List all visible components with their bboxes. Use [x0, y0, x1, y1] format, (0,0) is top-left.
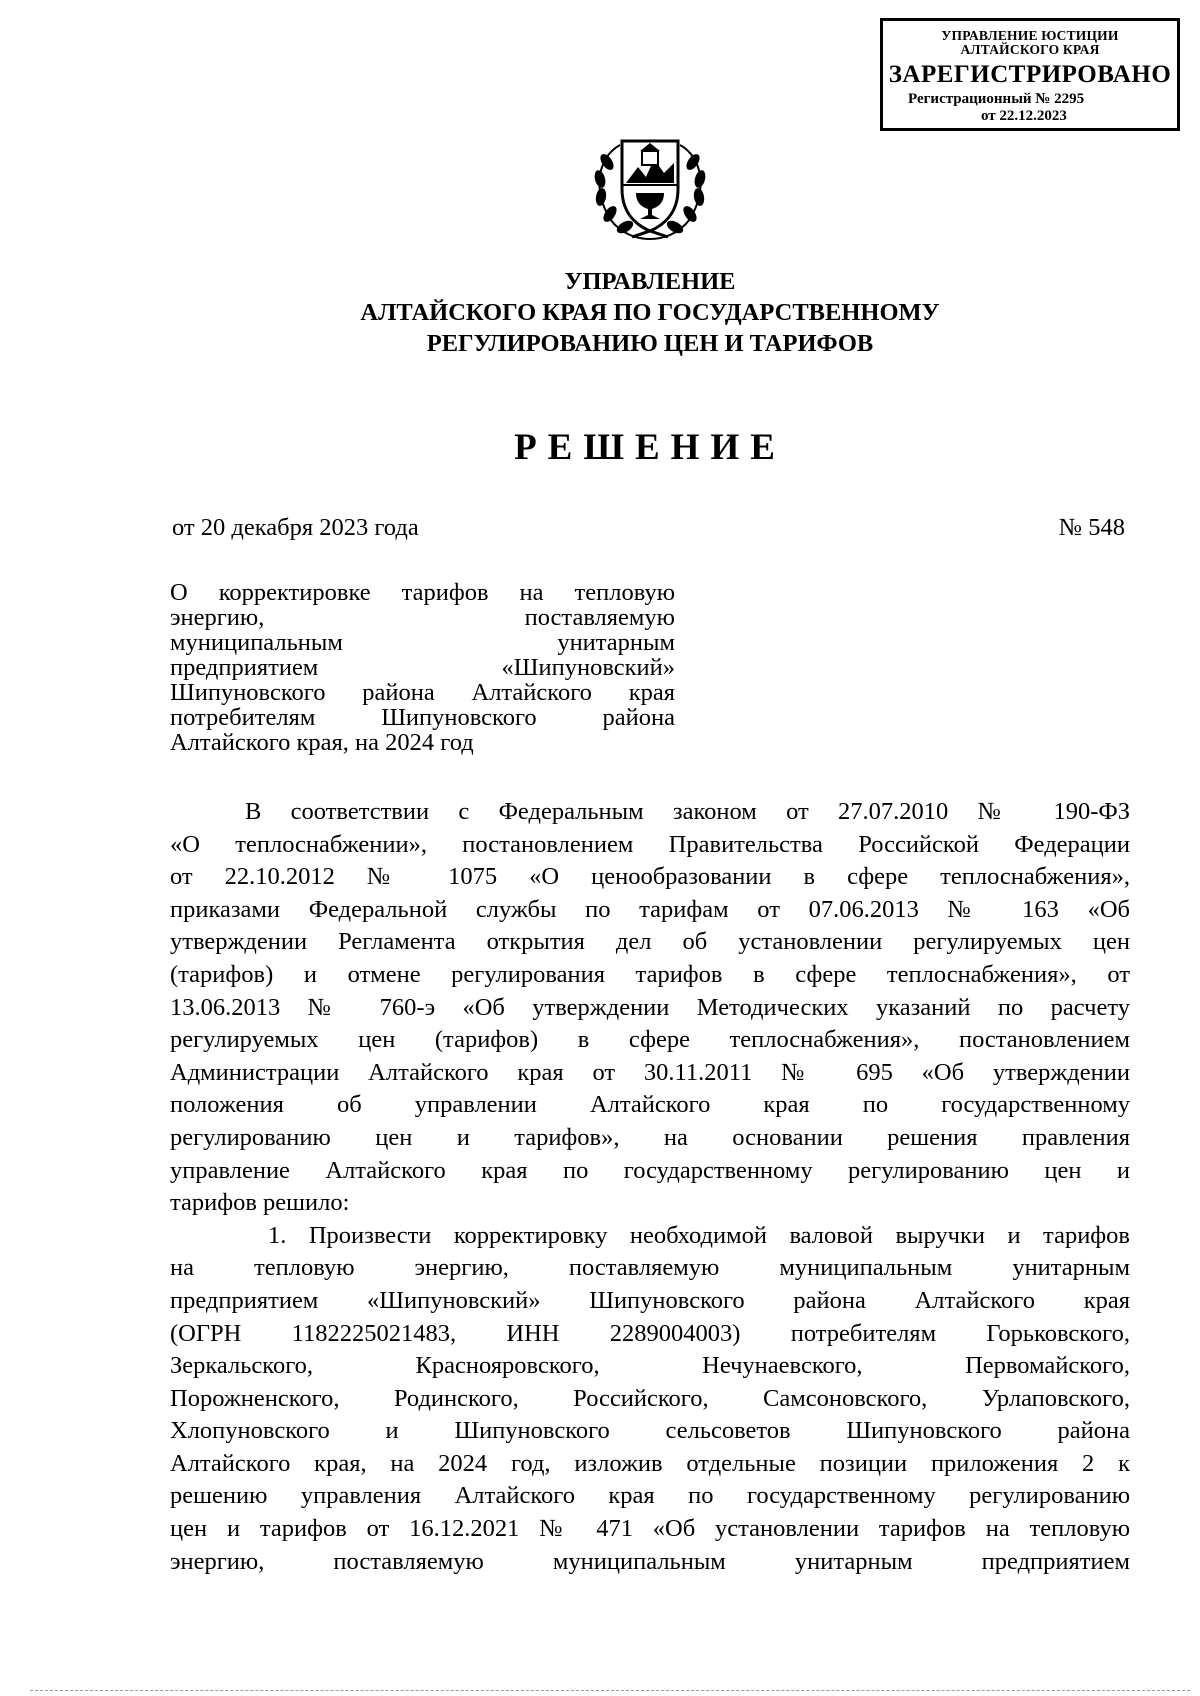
- authority-header-line3: РЕГУЛИРОВАНИЮ ЦЕН И ТАРИФОВ: [426, 330, 874, 357]
- subject-line: энергию, поставляемую: [170, 604, 675, 631]
- document-body: [170, 796, 1130, 1578]
- stamp-reg-date: от 22.12.2023: [981, 108, 1067, 124]
- body-line: Зеркальского, Краснояровского, Нечунаевского, Первомайского,: [170, 1352, 1130, 1380]
- subject-line: потребителям Шипуновского района: [170, 704, 675, 731]
- body-line: (ОГРН 1182225021483, ИНН 2289004003) потребителям Горьковского,: [170, 1319, 1130, 1347]
- document-date: от 20 декабря 2023 года: [172, 514, 419, 541]
- body-line: «О теплоснабжении», постановлением Правительства Российской Федерации: [170, 830, 1130, 858]
- body-line: от 22.10.2012 № 1075 «О ценообразовании в сфере теплоснабжения»,: [170, 863, 1130, 891]
- body-line: Хлопуновского и Шипуновского сельсоветов Шипуновского района: [170, 1417, 1130, 1445]
- stamp-dept-line2: АЛТАЙСКОГО КРАЯ: [960, 42, 1100, 57]
- document-title: РЕШЕНИЕ: [514, 427, 786, 468]
- body-line: 1. Произвести корректировку необходимой валовой выручки и тарифов: [268, 1221, 1130, 1249]
- stamp-status: ЗАРЕГИСТРИРОВАНО: [888, 61, 1172, 88]
- authority-header-line2: АЛТАЙСКОГО КРАЯ ПО ГОСУДАРСТВЕННОМУ: [360, 299, 940, 326]
- body-line: Администрации Алтайского края от 30.11.2011 № 695 «Об утверждении: [170, 1058, 1130, 1086]
- authority-header-line1: УПРАВЛЕНИЕ: [564, 268, 736, 295]
- body-line: утверждении Регламента открытия дел об установлении регулируемых цен: [170, 928, 1130, 956]
- body-line: приказами Федеральной службы по тарифам от 07.06.2013 № 163 «Об: [170, 895, 1130, 923]
- body-line: на тепловую энергию, поставляемую муниципальным унитарным: [170, 1254, 1130, 1282]
- subject-line: О корректировке тарифов на тепловую: [170, 579, 675, 606]
- stamp-department: [883, 29, 1177, 57]
- stamp-reg-number: Регистрационный № 2295: [908, 91, 1085, 107]
- body-line: тарифов решило:: [170, 1189, 350, 1217]
- altai-coat-of-arms-icon: [580, 127, 720, 245]
- subject-line: Шипуновского района Алтайского края: [170, 679, 675, 706]
- body-line: Алтайского края, на 2024 год, изложив отдельные позиции приложения 2 к: [170, 1449, 1130, 1477]
- subject-line: предприятием «Шипуновский»: [170, 654, 675, 681]
- document-subject: [170, 580, 675, 755]
- body-line: предприятием «Шипуновский» Шипуновского района Алтайского края: [170, 1286, 1130, 1314]
- document-number: № 548: [1058, 514, 1125, 541]
- registration-stamp: [880, 18, 1180, 131]
- body-line: В соответствии с Федеральным законом от 27.07.2010 № 190-ФЗ: [245, 798, 1130, 825]
- body-line: регулируемых цен (тарифов) в сфере теплоснабжения», постановлением: [170, 1026, 1130, 1054]
- body-line: решению управления Алтайского края по государственному регулированию: [170, 1482, 1130, 1510]
- body-line: цен и тарифов от 16.12.2021 № 471 «Об установлении тарифов на тепловую: [170, 1515, 1130, 1543]
- body-line: (тарифов) и отмене регулирования тарифов в сфере теплоснабжения», от: [170, 960, 1130, 988]
- stamp-dept-line1: УПРАВЛЕНИЕ ЮСТИЦИИ: [941, 28, 1119, 43]
- scan-edge-divider: [30, 1690, 1190, 1692]
- subject-line: муниципальным унитарным: [170, 629, 675, 656]
- body-line: регулированию цен и тарифов», на основании решения правления: [170, 1123, 1130, 1151]
- authority-header: [160, 266, 1140, 359]
- body-line: Порожненского, Родинского, Российского, Самсоновского, Урлаповского,: [170, 1384, 1130, 1412]
- body-line: положения об управлении Алтайского края по государственному: [170, 1091, 1130, 1119]
- subject-line: Алтайского края, на 2024 год: [170, 729, 474, 756]
- body-line: 13.06.2013 № 760-э «Об утверждении Методических указаний по расчету: [170, 993, 1130, 1021]
- body-line: энергию, поставляемую муниципальным унитарным предприятием: [170, 1547, 1130, 1575]
- body-line: управление Алтайского края по государственному регулированию цен и: [170, 1156, 1130, 1184]
